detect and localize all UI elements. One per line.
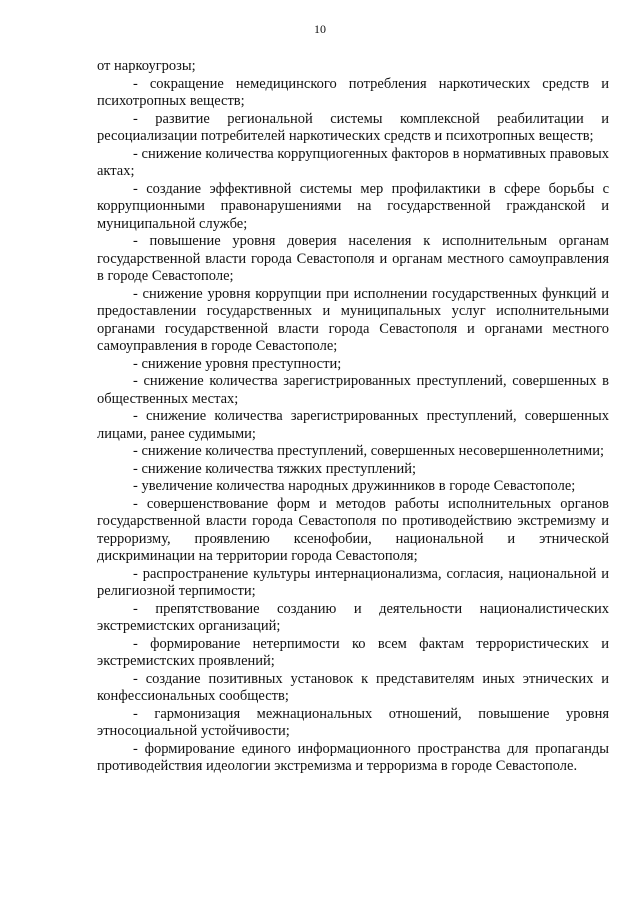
document-body bbox=[97, 58, 609, 776]
list-item: - увеличение количества народных дружинников в городе Севастополе; bbox=[133, 478, 576, 494]
list-item: - снижение количества зарегистрированных преступлений, совершенных в общественных местах; bbox=[97, 373, 609, 407]
list-item: - формирование единого информационного пространства для пропаганды противодействия идеологии экстремизма и терроризма в городе Севастополе. bbox=[97, 740, 609, 774]
list-item: - сокращение немедицинского потребления наркотических средств и психотропных веществ; bbox=[97, 75, 609, 109]
list-item: - совершенствование форм и методов работы исполнительных органов государственной власти города Севастополя по противодействию экстремизму и терроризму, проявлению ксенофобии, национальной и этнической дискриминации на территории города Севастополя; bbox=[97, 495, 609, 564]
list-item: - развитие региональной системы комплексной реабилитации и ресоциализации потребителей наркотических средств и психотропных веществ; bbox=[97, 110, 609, 144]
list-item: - снижение количества преступлений, совершенных несовершеннолетними; bbox=[133, 443, 605, 459]
list-item: - распространение культуры интернационализма, согласия, национальной и религиозной терпимости; bbox=[97, 565, 609, 599]
list-item: - снижение количества коррупциогенных факторов в нормативных правовых актах; bbox=[97, 145, 609, 179]
list-item: - гармонизация межнациональных отношений, повышение уровня этносоциальной устойчивости; bbox=[97, 705, 609, 739]
list-item: - снижение количества зарегистрированных преступлений, совершенных лицами, ранее судимыми; bbox=[97, 408, 609, 442]
list-item: - формирование нетерпимости ко всем фактам террористических и экстремистских проявлений; bbox=[97, 635, 609, 669]
list-item: - повышение уровня доверия населения к исполнительным органам государственной власти города Севастополя и органам местного самоуправления в городе Севастополе; bbox=[97, 233, 609, 284]
list-item: - снижение количества тяжких преступлений; bbox=[133, 460, 417, 477]
list-item: - снижение уровня преступности; bbox=[133, 355, 342, 372]
page-number: 10 bbox=[314, 22, 326, 36]
list-item: - снижение уровня коррупции при исполнении государственных функций и предоставлении государственных и муниципальных услуг исполнительными органами государственной власти города Севастополя и органами местного самоуправления в городе Севастополе; bbox=[97, 285, 609, 354]
list-item: - препятствование созданию и деятельности националистических экстремистских организаций; bbox=[97, 600, 609, 634]
paragraph-continuation: от наркоугрозы; bbox=[97, 58, 196, 74]
list-item: - создание эффективной системы мер профилактики в сфере борьбы с коррупционными правонарушениями на государственной гражданской и муниципальной службе; bbox=[97, 180, 609, 232]
list-item: - создание позитивных установок к представителям иных этнических и конфессиональных сообществ; bbox=[97, 670, 609, 704]
